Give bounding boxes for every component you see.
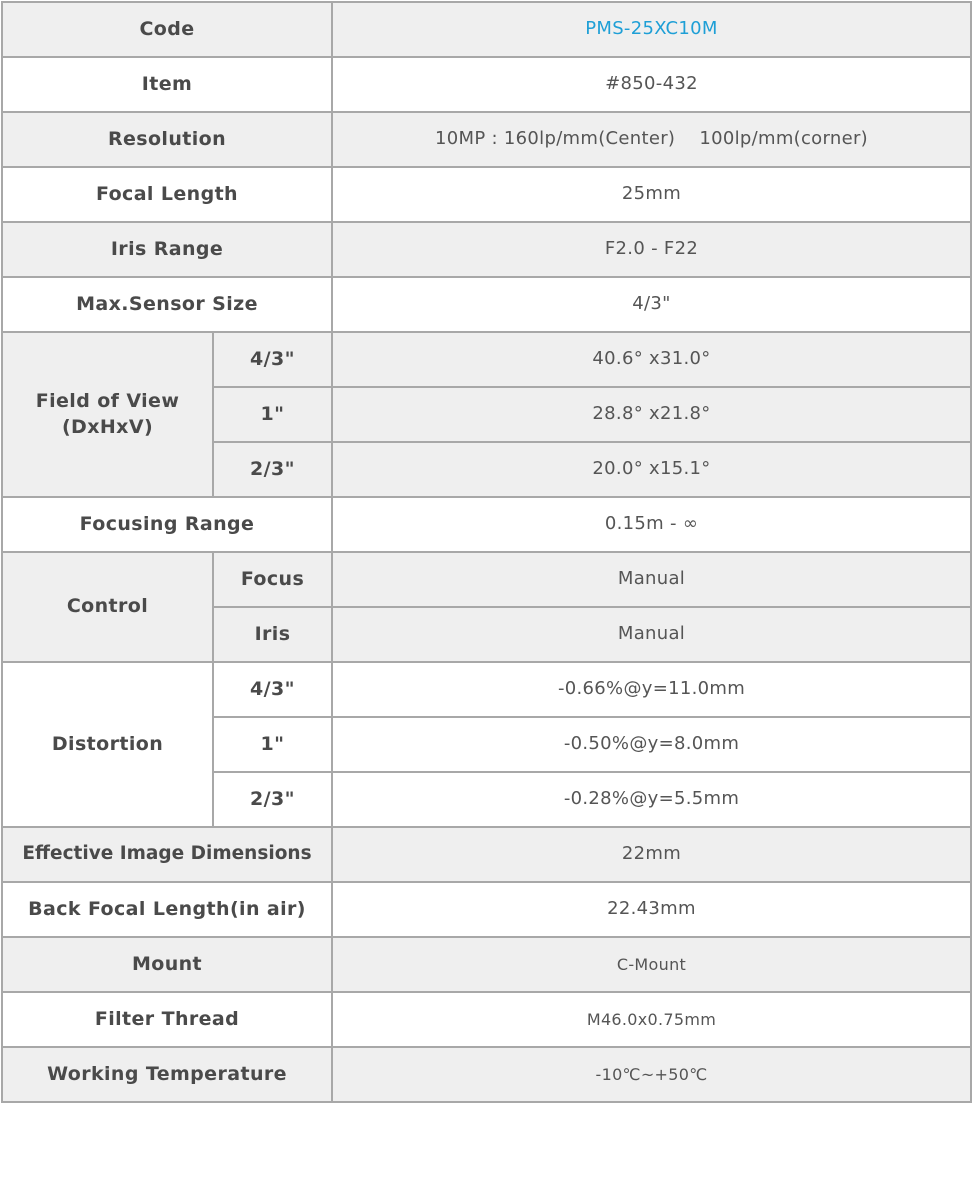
- sub-label: 1": [213, 387, 332, 442]
- row-value: M46.0x0.75mm: [332, 992, 971, 1047]
- row-value: 22.43mm: [332, 882, 971, 937]
- table-row-filter-thread: [2, 992, 971, 1047]
- row-label: Focal Length: [2, 167, 332, 222]
- row-value: -10℃~+50℃: [332, 1047, 971, 1102]
- table-row-back-focal-length: [2, 882, 971, 937]
- model-code-value: PMS-25XC10M: [332, 2, 971, 57]
- row-label: Working Temperature: [2, 1047, 332, 1102]
- row-label-line: (DxHxV): [61, 415, 154, 438]
- row-value: 0.15m - ∞: [332, 497, 971, 552]
- row-value: #850-432: [332, 57, 971, 112]
- row-label: Max.Sensor Size: [2, 277, 332, 332]
- row-value: Manual: [332, 607, 971, 662]
- row-value: 20.0° x15.1°: [332, 442, 971, 497]
- row-label: Resolution: [2, 112, 332, 167]
- row-value: 4/3": [332, 277, 971, 332]
- row-label-line: Field of View: [35, 389, 180, 412]
- sub-label: 4/3": [213, 332, 332, 387]
- row-value: Manual: [332, 552, 971, 607]
- row-label: Filter Thread: [2, 992, 332, 1047]
- row-value: 28.8° x21.8°: [332, 387, 971, 442]
- row-value: -0.50%@y=8.0mm: [332, 717, 971, 772]
- table-row-field-of-view: [2, 332, 971, 387]
- row-value: C-Mount: [332, 937, 971, 992]
- table-row-distortion: [2, 662, 971, 717]
- sub-label: 1": [213, 717, 332, 772]
- table-row-effective-image-dimensions: [2, 827, 971, 882]
- table-row-max-sensor-size: [2, 277, 971, 332]
- row-value: F2.0 - F22: [332, 222, 971, 277]
- row-value: -0.66%@y=11.0mm: [332, 662, 971, 717]
- row-value: -0.28%@y=5.5mm: [332, 772, 971, 827]
- row-label: Effective Image Dimensions: [2, 827, 332, 882]
- row-label: Code: [2, 2, 332, 57]
- table-row-focal-length: [2, 167, 971, 222]
- sub-label: 2/3": [213, 442, 332, 497]
- table-row-working-temperature: [2, 1047, 971, 1102]
- row-label: Control: [2, 552, 213, 662]
- row-value: 10MP : 160lp/mm(Center) 100lp/mm(corner): [332, 112, 971, 167]
- row-label: Focusing Range: [2, 497, 332, 552]
- row-label: Item: [2, 57, 332, 112]
- table-row-focusing-range: [2, 497, 971, 552]
- table-row-code: [2, 2, 971, 57]
- row-value: 22mm: [332, 827, 971, 882]
- row-label: Mount: [2, 937, 332, 992]
- spec-table: [1, 1, 972, 1103]
- row-label: Back Focal Length(in air): [2, 882, 332, 937]
- row-label: Iris Range: [2, 222, 332, 277]
- table-row-item: [2, 57, 971, 112]
- table-row-control: [2, 552, 971, 607]
- sub-label: Iris: [213, 607, 332, 662]
- sub-label: 4/3": [213, 662, 332, 717]
- row-label: Distortion: [2, 662, 213, 827]
- table-row-mount: [2, 937, 971, 992]
- row-value: 40.6° x31.0°: [332, 332, 971, 387]
- row-value: 25mm: [332, 167, 971, 222]
- sub-label: 2/3": [213, 772, 332, 827]
- table-row-iris-range: [2, 222, 971, 277]
- table-row-resolution: [2, 112, 971, 167]
- sub-label: Focus: [213, 552, 332, 607]
- field-of-view-label: [2, 332, 213, 497]
